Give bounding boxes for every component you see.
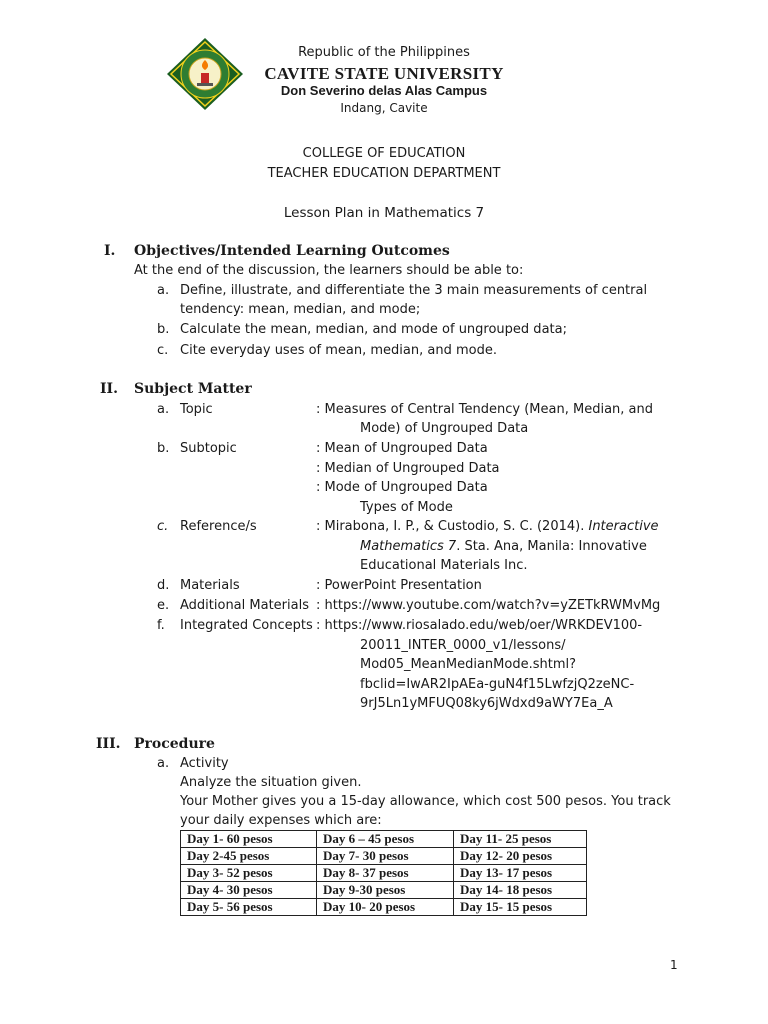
table-cell: Day 7- 30 pesos [317, 848, 454, 865]
subtopic-mode: : Mode of Ungrouped Data [316, 480, 488, 495]
reference-line-2 [360, 539, 647, 554]
subtopic-label: Subtopic [180, 441, 237, 456]
integrated-concepts-marker: f. [157, 618, 165, 633]
materials-value: : PowerPoint Presentation [316, 578, 482, 593]
reference-label: Reference/s [180, 519, 257, 534]
table-row [181, 899, 587, 916]
table-row [181, 831, 587, 848]
table-cell: Day 3- 52 pesos [181, 865, 317, 882]
section-1-intro: At the end of the discussion, the learners should be able to: [134, 263, 524, 278]
additional-materials-label: Additional Materials [180, 598, 309, 613]
topic-value-line-2: Mode) of Ungrouped Data [360, 421, 529, 436]
activity-instruction: Analyze the situation given. [180, 775, 362, 790]
integrated-concepts-link[interactable]: : https://www.riosalado.edu/web/oer/WRKDEV100- [316, 618, 643, 633]
section-1-heading: Objectives/Intended Learning Outcomes [134, 243, 450, 259]
activity-scenario-line-2: your daily expenses which are: [180, 813, 382, 828]
activity-scenario-line-1: Your Mother gives you a 15-day allowance, which cost 500 pesos. You track [180, 794, 671, 809]
additional-materials-marker: e. [157, 598, 170, 613]
section-3-numeral: III. [96, 736, 121, 752]
reference-marker: c. [157, 519, 169, 534]
table-cell: Day 6 – 45 pesos [317, 831, 454, 848]
daily-expenses-table [180, 830, 587, 916]
table-cell: Day 15- 15 pesos [454, 899, 587, 916]
department-name: TEACHER EDUCATION DEPARTMENT [267, 166, 501, 181]
table-cell: Day 11- 25 pesos [454, 831, 587, 848]
page-number: 1 [670, 958, 678, 972]
objective-b: Calculate the mean, median, and mode of ungrouped data; [180, 322, 567, 337]
table-cell: Day 8- 37 pesos [317, 865, 454, 882]
college-name: COLLEGE OF EDUCATION [302, 146, 466, 161]
table-cell: Day 10- 20 pesos [317, 899, 454, 916]
university-name: CAVITE STATE UNIVERSITY [264, 64, 504, 83]
topic-label: Topic [180, 402, 213, 417]
activity-marker: a. [157, 756, 170, 771]
subtopic-types-of-mode: Types of Mode [360, 500, 453, 515]
reference-book-title-start: Interactive [588, 519, 659, 534]
reference-book-title-end: Mathematics 7 [360, 539, 457, 554]
campus-name: Don Severino delas Alas Campus [280, 83, 488, 98]
reference-authors: : Mirabona, I. P., & Custodio, S. C. (2014). [316, 519, 589, 534]
table-cell: Day 1- 60 pesos [181, 831, 317, 848]
materials-marker: d. [157, 578, 170, 593]
topic-marker: a. [157, 402, 170, 417]
table-row [181, 882, 587, 899]
activity-label: Activity [180, 756, 229, 771]
reference-publisher: . Sta. Ana, Manila: Innovative [456, 539, 647, 554]
reference-line-1 [316, 519, 659, 534]
table-cell: Day 14- 18 pesos [454, 882, 587, 899]
section-3-heading: Procedure [134, 736, 215, 752]
objective-marker-b: b. [157, 322, 170, 337]
lesson-plan-title: Lesson Plan in Mathematics 7 [283, 205, 485, 221]
objective-marker-a: a. [157, 283, 170, 298]
table-row [181, 865, 587, 882]
table-cell: Day 2-45 pesos [181, 848, 317, 865]
table-cell: Day 13- 17 pesos [454, 865, 587, 882]
integrated-concepts-label: Integrated Concepts [180, 618, 313, 633]
reference-line-3: Educational Materials Inc. [360, 558, 528, 573]
integrated-link-line-4[interactable]: fbclid=IwAR2IpAEa-guN4f15LwfzjQ2zeNC- [360, 677, 635, 692]
section-2-heading: Subject Matter [134, 381, 252, 397]
objective-c: Cite everyday uses of mean, median, and mode. [180, 343, 497, 358]
table-cell: Day 5- 56 pesos [181, 899, 317, 916]
materials-label: Materials [180, 578, 240, 593]
integrated-link-line-5[interactable]: 9rJ5Ln1yMFUQ08ky6jWdxd9aWY7Ea_A [360, 696, 613, 711]
subtopic-mean: : Mean of Ungrouped Data [316, 441, 488, 456]
table-cell: Day 12- 20 pesos [454, 848, 587, 865]
integrated-link-line-3[interactable]: Mod05_MeanMedianMode.shtml? [360, 657, 577, 672]
location-line: Indang, Cavite [340, 101, 428, 115]
table-cell: Day 4- 30 pesos [181, 882, 317, 899]
table-cell: Day 9-30 pesos [317, 882, 454, 899]
topic-value-line-1: : Measures of Central Tendency (Mean, Median, and [316, 402, 653, 417]
republic-line: Republic of the Philippines [298, 45, 470, 60]
table-row [181, 848, 587, 865]
section-2-numeral: II. [100, 381, 118, 397]
integrated-link-line-2[interactable]: 20011_INTER_0000_v1/lessons/ [360, 638, 566, 653]
additional-materials-link[interactable]: : https://www.youtube.com/watch?v=yZETkRWMvMg [316, 598, 661, 613]
section-1-numeral: I. [104, 243, 116, 259]
objective-a-line-2: tendency: mean, median, and mode; [180, 302, 421, 317]
objective-a-line-1: Define, illustrate, and differentiate the 3 main measurements of central [180, 283, 648, 298]
subtopic-marker: b. [157, 441, 170, 456]
subtopic-median: : Median of Ungrouped Data [316, 461, 500, 476]
objective-marker-c: c. [157, 343, 169, 358]
